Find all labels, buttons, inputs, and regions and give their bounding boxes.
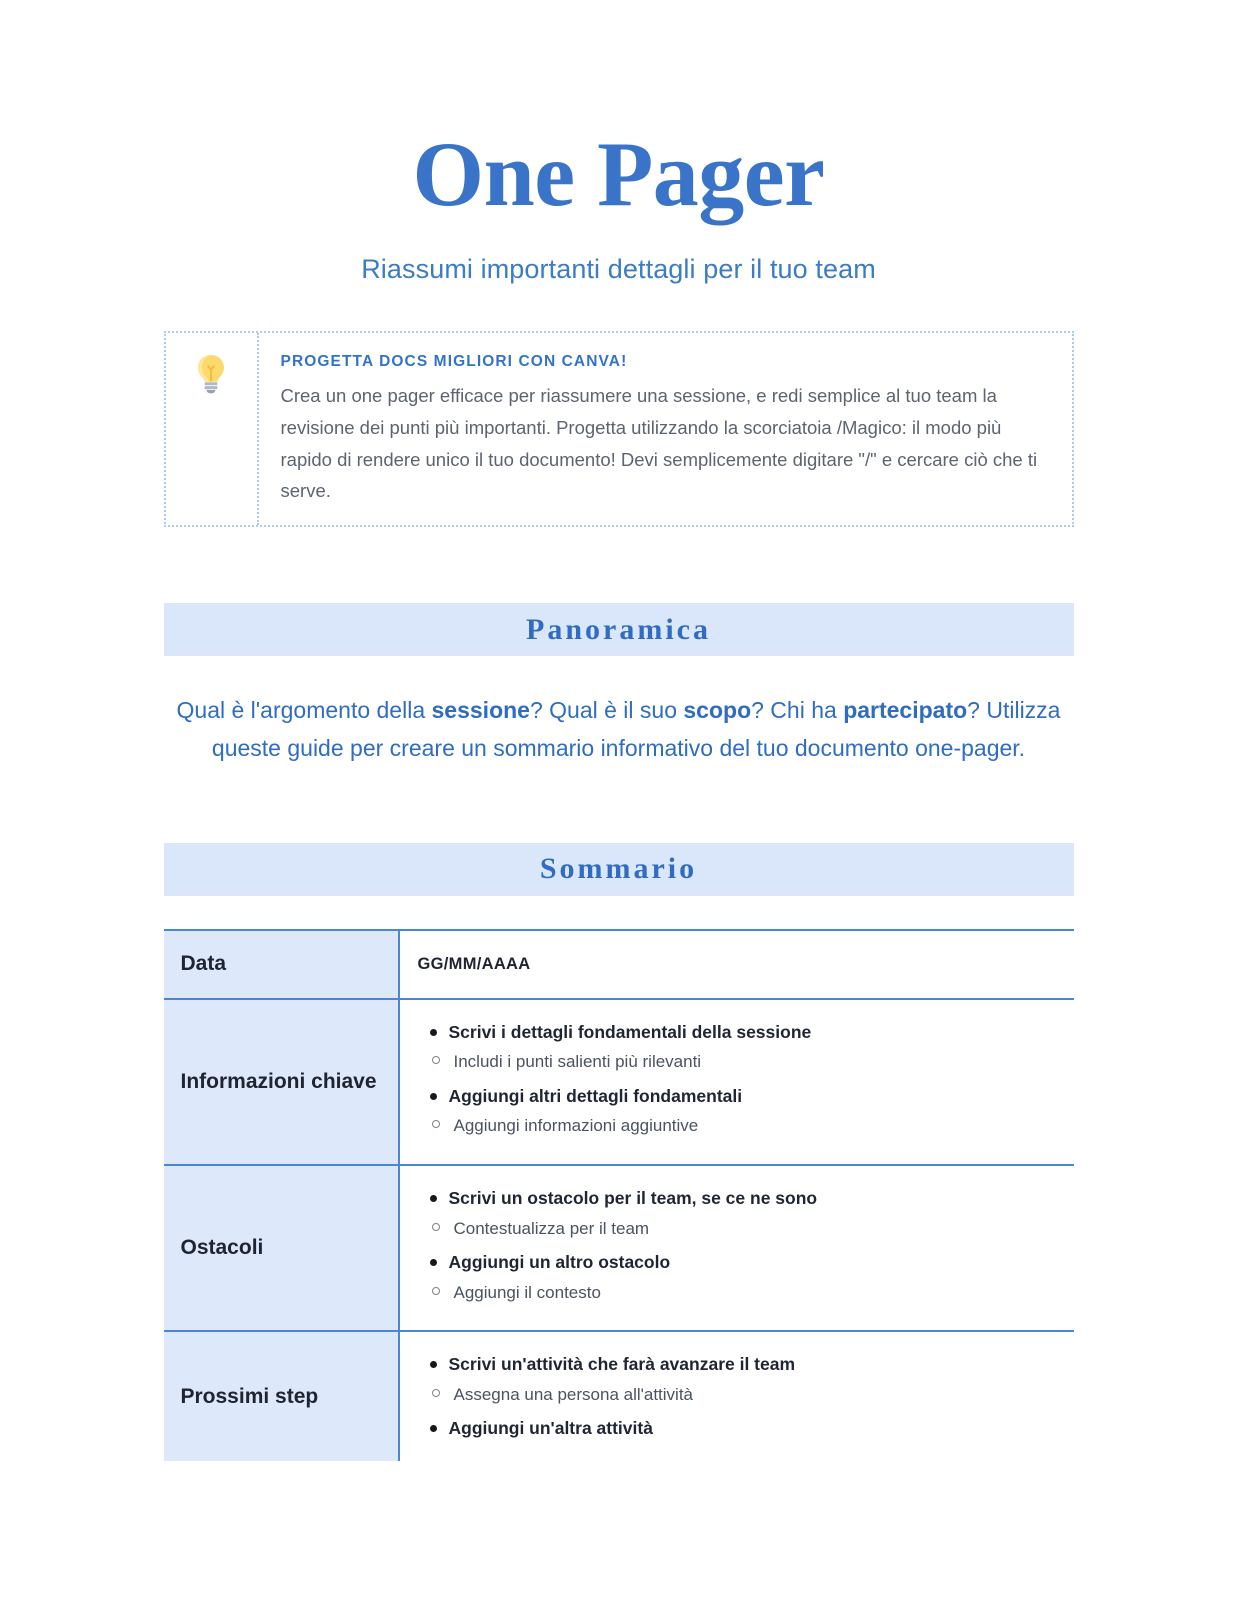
sub-list-item[interactable]: Aggiungi informazioni aggiuntive [418,1114,1064,1139]
callout-icon-column [166,333,259,525]
table-row [164,930,1074,999]
section-title-panoramica: Panoramica [526,612,711,646]
overview-bold-sessione: sessione [431,697,530,724]
list-item[interactable]: Aggiungi un altro ostacolo [418,1250,1064,1275]
date-value[interactable]: GG/MM/AAAA [417,954,531,973]
overview-text-1: Qual è l'argomento della [176,697,432,724]
lightbulb-icon [194,353,228,395]
list-item[interactable]: Scrivi un'attività che farà avanzare il team [418,1352,1064,1377]
sub-bullet-list [418,1050,1064,1075]
row-content-cell [399,1331,1074,1461]
overview-text-4: ? Utilizza queste guide per creare un sommario informativo del tuo documento one-pager. [211,697,1061,761]
sub-bullet-list [418,1114,1064,1139]
row-label-cell: Informazioni chiave [164,999,399,1165]
row-label-cell: Ostacoli [164,1165,399,1331]
bullet-list [418,1020,1064,1139]
sub-list-item[interactable]: Aggiungi il contesto [418,1281,1064,1306]
sub-list-item[interactable]: Includi i punti salienti più rilevanti [418,1050,1064,1075]
summary-table [164,929,1074,1461]
row-content-cell [399,999,1074,1165]
row-label-cell: Prossimi step [164,1331,399,1461]
page-subtitle: Riassumi importanti dettagli per il tuo team [361,254,876,284]
summary-table-body [164,930,1074,1461]
list-item[interactable]: Aggiungi altri dettagli fondamentali [418,1084,1064,1109]
page-title: One Pager [412,123,825,225]
callout-heading: PROGETTA DOCS MIGLIORI CON CANVA! [280,353,628,370]
bullet-list [418,1352,1064,1441]
table-row [164,1165,1074,1331]
section-title-sommario: Sommario [539,852,698,886]
overview-bold-scopo: scopo [683,697,752,724]
section-band-sommario [164,843,1074,896]
overview-paragraph [164,692,1074,767]
list-item[interactable]: Aggiungi un'altra attività [418,1416,1064,1441]
table-row [164,1331,1074,1461]
overview-text-2: ? Qual è il suo [529,697,684,724]
table-row [164,999,1074,1165]
sub-list-item[interactable]: Contestualizza per il team [418,1217,1064,1242]
list-item[interactable]: Scrivi un ostacolo per il team, se ce ne sono [418,1186,1064,1211]
row-label-cell: Data [164,930,399,999]
overview-bold-partecipato: partecipato [843,697,968,724]
section-band-panoramica [164,603,1074,656]
overview-text-3: ? Chi ha [751,697,844,724]
bullet-list [418,1186,1064,1305]
sub-bullet-list [418,1217,1064,1242]
row-content-cell [399,930,1074,999]
sub-list-item[interactable]: Assegna una persona all'attività [418,1383,1064,1408]
callout-body [259,333,1072,525]
sub-bullet-list [418,1281,1064,1306]
callout-text: Crea un one pager efficace per riassumere una sessione, e redi semplice al tuo team la revisione dei punti più importanti. Progetta utilizzando la scorciatoia /Magico: il modo più rapido di rendere unico il tuo documento! Devi semplicemente digitare "/" e cercare ciò che ti serve. [280,385,1038,502]
page-bottom-spacer [164,1461,1074,1581]
row-content-cell [399,1165,1074,1331]
list-item[interactable]: Scrivi i dettagli fondamentali della sessione [418,1020,1064,1045]
sub-bullet-list [418,1383,1064,1408]
tip-callout [164,331,1074,527]
